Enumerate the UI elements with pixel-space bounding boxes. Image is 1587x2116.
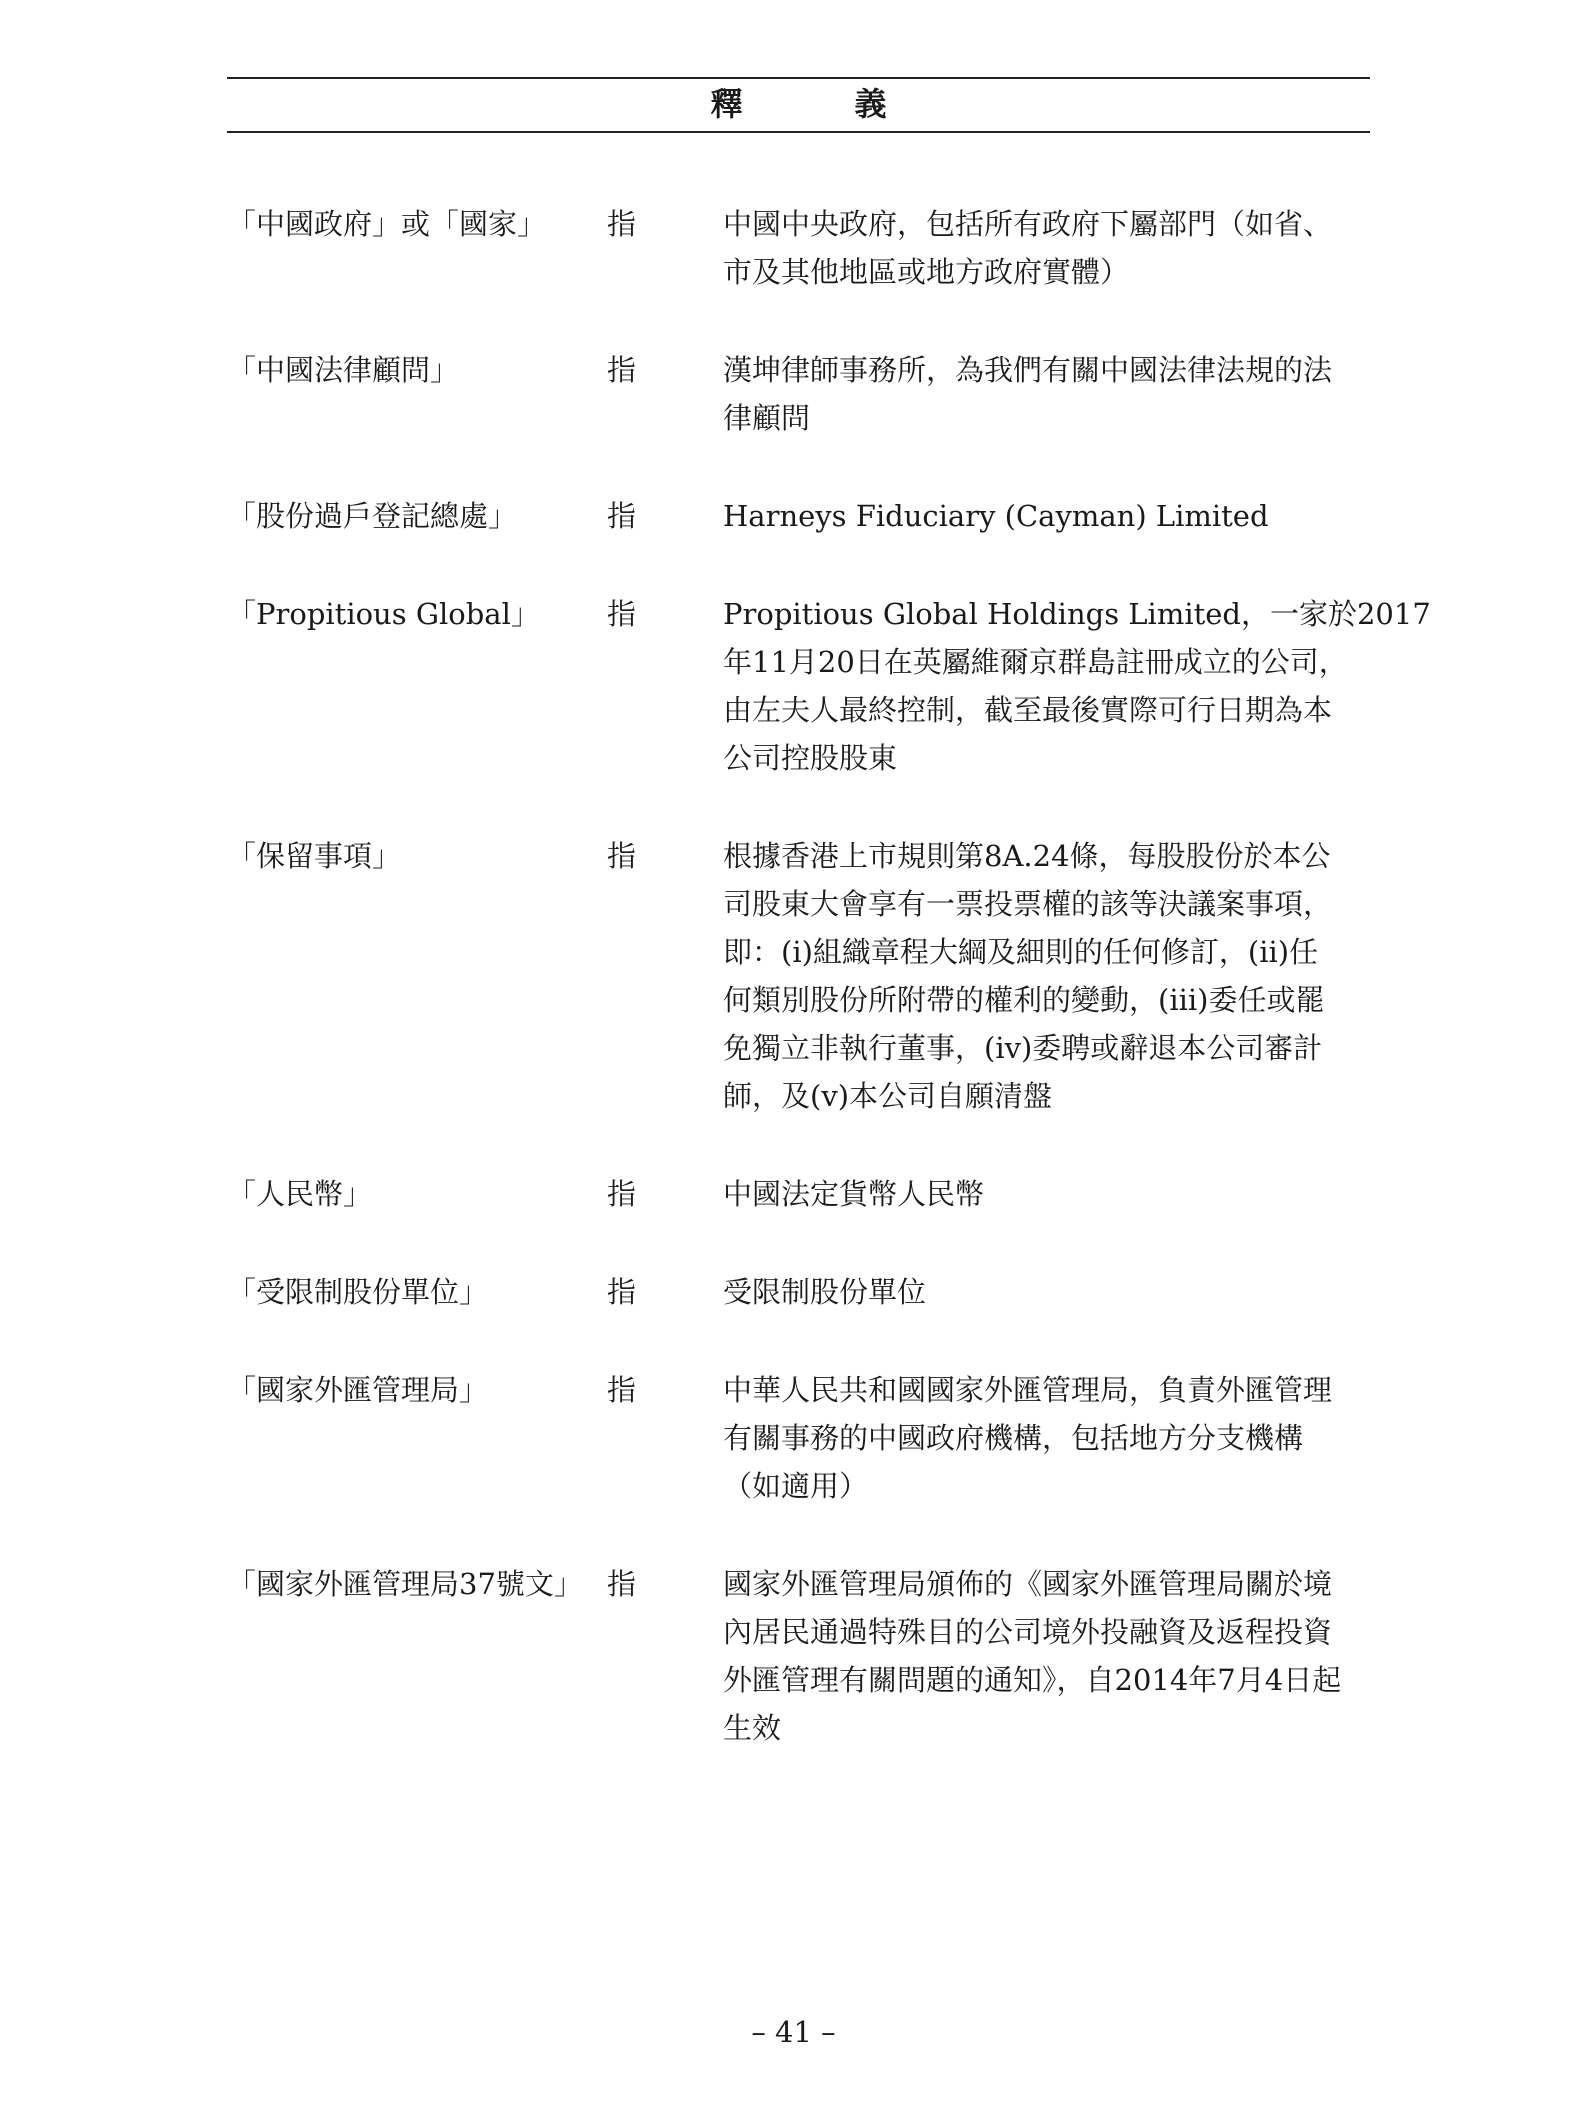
section-title: 釋 義: [710, 85, 927, 123]
definition-term: 「中國政府」或「國家」: [227, 207, 547, 241]
definition-means: 指: [607, 839, 637, 873]
definition-line: 中國法定貨幣人民幣: [723, 1177, 985, 1211]
definition-means: 指: [607, 1567, 637, 1601]
definition-line: 受限制股份單位: [723, 1275, 927, 1309]
definition-row: [227, 1170, 1370, 1218]
definition-line: 市及其他地區或地方政府實體）: [723, 255, 1130, 289]
definition-text: [723, 492, 1370, 540]
definition-row: [227, 832, 1370, 1120]
definitions-list: [227, 200, 1431, 1752]
definition-term: 「保留事項」: [227, 839, 402, 873]
definition-line: 律顧問: [723, 401, 811, 435]
definition-means: 指: [607, 499, 637, 533]
definition-line: 公司控股股東: [723, 741, 898, 775]
definition-line: 由左夫人最終控制，截至最後實際可行日期為本: [723, 693, 1333, 727]
definition-text: [723, 832, 1370, 1120]
page-header: [227, 77, 1370, 133]
definition-line: （如適用）: [723, 1469, 869, 1503]
definition-row: [227, 1560, 1370, 1752]
page-number: – 41 –: [751, 2015, 836, 2049]
definition-text: [723, 1560, 1370, 1752]
definition-line: 師，及(v)本公司自願清盤: [723, 1079, 1053, 1113]
definition-line: 根據香港上市規則第8A.24條，每股股份於本公: [723, 839, 1331, 873]
definition-text: [723, 1170, 1370, 1218]
definition-line: 生效: [723, 1711, 782, 1745]
definition-term: 「中國法律顧問」: [227, 353, 460, 387]
definition-line: 司股東大會享有一票投票權的該等決議案事項，: [723, 887, 1333, 921]
definition-line: 免獨立非執行董事，(iv)委聘或辭退本公司審計: [723, 1031, 1323, 1065]
definition-line: 年11月20日在英屬維爾京群島註冊成立的公司，: [723, 645, 1348, 679]
definition-text: [723, 346, 1370, 442]
definition-term: 「國家外匯管理局」: [227, 1373, 489, 1407]
definition-means: 指: [607, 1373, 637, 1407]
definition-line: 內居民通過特殊目的公司境外投融資及返程投資: [723, 1615, 1333, 1649]
definition-term: 「國家外匯管理局37號文」: [227, 1567, 583, 1601]
definition-row: [227, 590, 1431, 782]
definition-row: [227, 346, 1370, 442]
definition-means: 指: [607, 1275, 637, 1309]
definition-means: 指: [607, 353, 637, 387]
definition-row: [227, 200, 1370, 296]
definition-line: 即：(i)組織章程大綱及細則的任何修訂，(ii)任: [723, 935, 1319, 969]
definition-row: [227, 1268, 1370, 1316]
definition-means: 指: [607, 1177, 637, 1211]
definition-term: 「Propitious Global」: [227, 597, 540, 631]
definition-row: [227, 1366, 1370, 1510]
definition-text: [723, 1366, 1370, 1510]
definition-line: Harneys Fiduciary (Cayman) Limited: [723, 499, 1269, 533]
definition-line: 漢坤律師事務所，為我們有關中國法律法規的法: [723, 353, 1333, 387]
definition-text: [723, 200, 1370, 296]
definition-text: [723, 590, 1431, 782]
definition-line: 中華人民共和國國家外匯管理局，負責外匯管理: [723, 1373, 1333, 1407]
definition-term: 「受限制股份單位」: [227, 1275, 489, 1309]
definition-text: [723, 1268, 1370, 1316]
definition-line: 外匯管理有關問題的通知》，自2014年7月4日起: [723, 1663, 1342, 1697]
definition-line: 國家外匯管理局頒佈的《國家外匯管理局關於境: [723, 1567, 1333, 1601]
definition-line: 中國中央政府，包括所有政府下屬部門（如省、: [723, 207, 1333, 241]
definition-row: [227, 492, 1370, 540]
definition-line: 何類別股份所附帶的權利的變動，(iii)委任或罷: [723, 983, 1325, 1017]
definition-term: 「人民幣」: [227, 1177, 373, 1211]
definition-line: 有關事務的中國政府機構，包括地方分支機構: [723, 1421, 1304, 1455]
definition-line: Propitious Global Holdings Limited，一家於2017: [723, 597, 1431, 631]
definition-means: 指: [607, 597, 637, 631]
definition-term: 「股份過戶登記總處」: [227, 499, 518, 533]
definition-means: 指: [607, 207, 637, 241]
